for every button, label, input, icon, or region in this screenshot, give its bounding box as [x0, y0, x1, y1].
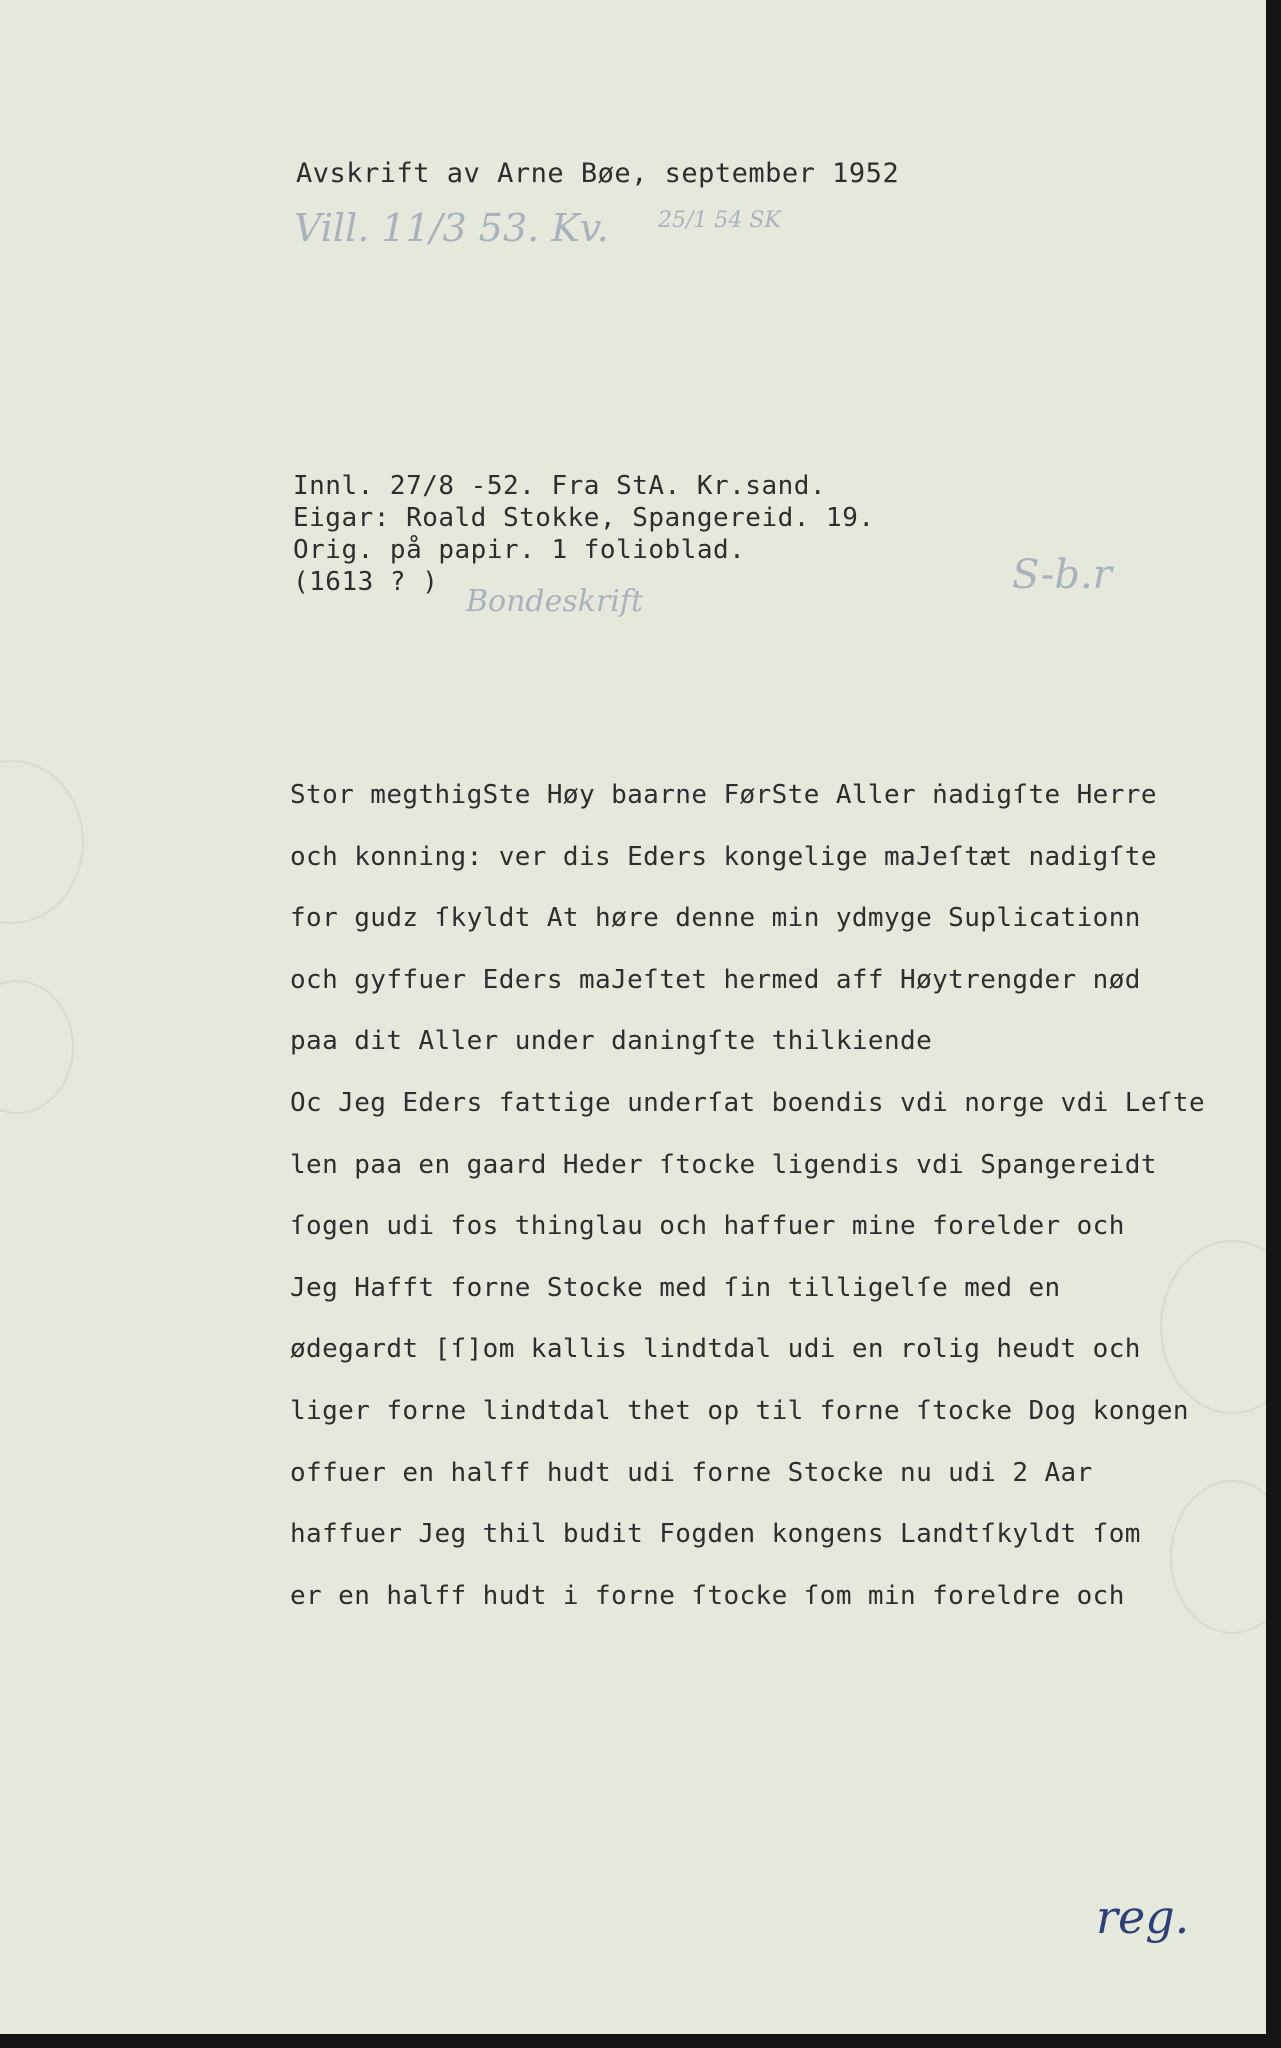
letter-line: er en halff hudt i forne ſtocke ſom min foreldre och	[290, 1580, 1125, 1611]
metadata-line: Orig. på papir. 1 folioblad.	[293, 535, 746, 565]
transcription-note: Avskrift av Arne Bøe, september 1952	[296, 158, 900, 189]
metadata-line: (1613 ? )	[293, 567, 439, 597]
letter-line: Oc Jeg Eders fattige underſat boendis vdi norge vdi Leſte	[290, 1087, 1206, 1118]
letter-line: och gyffuer Eders maJeſtet hermed aff Høytrengder nød	[290, 964, 1141, 995]
paper-stain	[0, 760, 84, 924]
letter-line: Jeg Hafft forne Stocke med ſin tilligelſe med en	[290, 1272, 1061, 1303]
scan-edge-bottom	[0, 2034, 1281, 2048]
pencil-side-mark: S-b.r	[1012, 552, 1112, 598]
pencil-category-note: Bondeskrift	[466, 584, 644, 619]
letter-line: for gudz ſkyldt At høre denne min ydmyge Suplicationn	[290, 903, 1141, 934]
registered-ink-mark: reg.	[1096, 1890, 1190, 1944]
letter-line: len paa en gaard Heder ſtocke ligendis vdi Spangereidt	[290, 1149, 1157, 1180]
letter-line: och konning: ver dis Eders kongelige maJeſtæt nadigſte	[290, 841, 1157, 872]
pencil-reference-note: Vill. 11/3 53. Kv.	[294, 206, 609, 250]
letter-line: haffuer Jeg thil budit Fogden kongens Landtſkyldt ſom	[290, 1519, 1141, 1550]
letter-body	[290, 775, 1205, 1637]
letter-line: offuer en halff hudt udi forne Stocke nu udi 2 Aar	[290, 1457, 1093, 1488]
letter-line: ødegardt [ſ]om kallis lindtdal udi en rolig heudt och	[290, 1334, 1141, 1365]
paper-stain	[0, 980, 74, 1114]
pencil-code-note: 25/1 54 SK	[658, 208, 781, 233]
letter-line: liger forne lindtdal thet op til forne ſtocke Dog kongen	[290, 1395, 1189, 1426]
metadata-line: Eigar: Roald Stokke, Spangereid. 19.	[293, 503, 875, 533]
metadata-block	[293, 470, 875, 598]
letter-line: paa dit Aller under daningſte thilkiende	[290, 1026, 933, 1057]
letter-line: ſogen udi fos thinglau och haffuer mine forelder och	[290, 1211, 1125, 1242]
letter-line: Stor megthigSte Høy baarne FørSte Aller ṅadigſte Herre	[290, 780, 1157, 810]
scan-edge-right	[1266, 0, 1281, 2048]
metadata-line: Innl. 27/8 -52. Fra StA. Kr.sand.	[293, 471, 827, 501]
